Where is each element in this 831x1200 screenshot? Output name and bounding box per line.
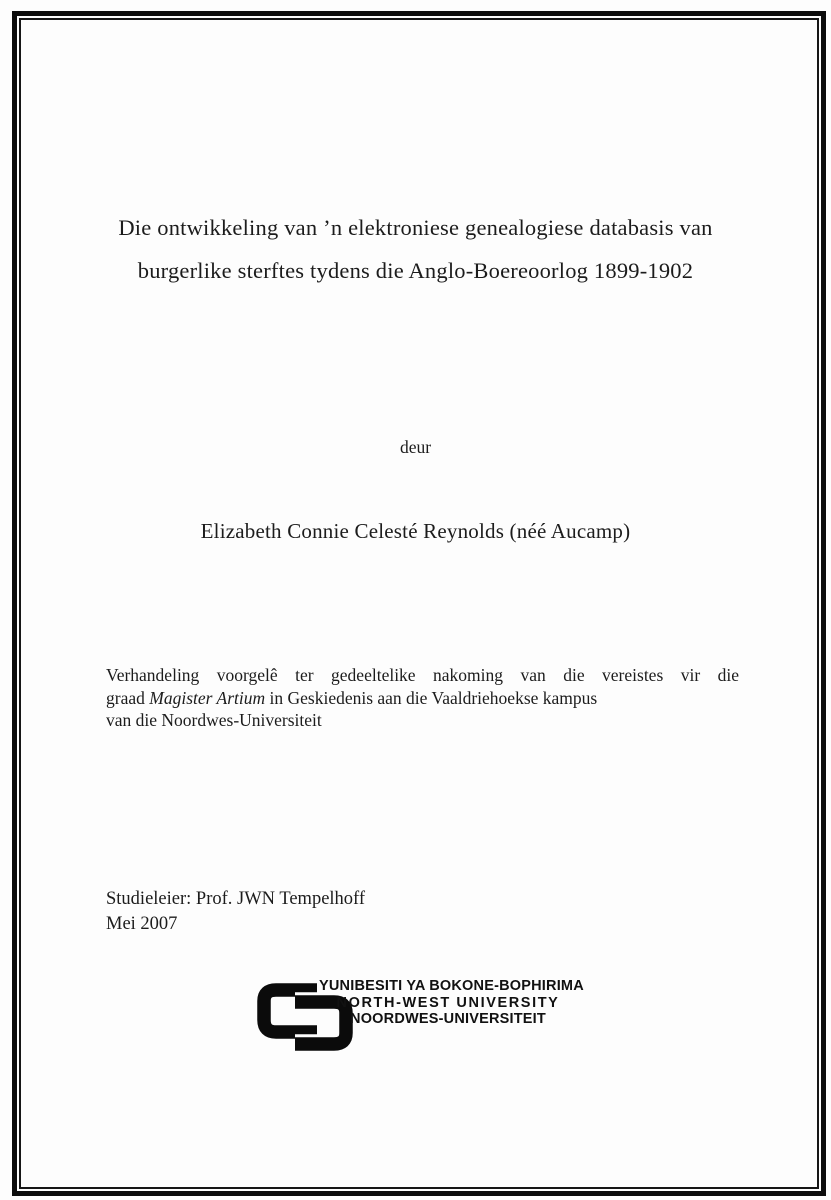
wordmark-setswana: YUNIBESITI YA BOKONE-BOPHIRIMA [319, 978, 584, 994]
degree-statement-line-3: van die Noordwes-Universiteit [106, 710, 322, 731]
degree-name-italic: Magister Artium [149, 687, 266, 708]
thesis-title-line-1: Die ontwikkeling van ’n elektroniese genealogiese databasis van [118, 215, 713, 240]
thesis-title-line-2: burgerlike sterftes tydens die Anglo-Boereoorlog 1899-1902 [137, 258, 694, 283]
author-name: Elizabeth Connie Celesté Reynolds (néé Aucamp) [200, 519, 631, 543]
wordmark-english: NORTH-WEST UNIVERSITY [336, 994, 560, 1011]
degree-statement-line-2-post: in Geskiedenis aan die Vaaldriehoekse kampus [265, 687, 598, 708]
degree-statement-line-2 [106, 687, 739, 710]
degree-statement-line-1: Verhandeling voorgelê ter gedeeltelike nakoming van die vereistes vir die [106, 665, 739, 685]
degree-statement [106, 664, 739, 732]
university-logo [257, 972, 587, 1054]
byline-deur: deur [399, 437, 432, 457]
wordmark-afrikaans: NOORDWES-UNIVERSITEIT [350, 1011, 546, 1027]
date-line: Mei 2007 [106, 914, 178, 934]
university-wordmark [319, 978, 584, 1028]
degree-statement-line-2-pre: graad [106, 687, 150, 708]
supervisor-line: Studieleier: Prof. JWN Tempelhoff [106, 889, 366, 909]
